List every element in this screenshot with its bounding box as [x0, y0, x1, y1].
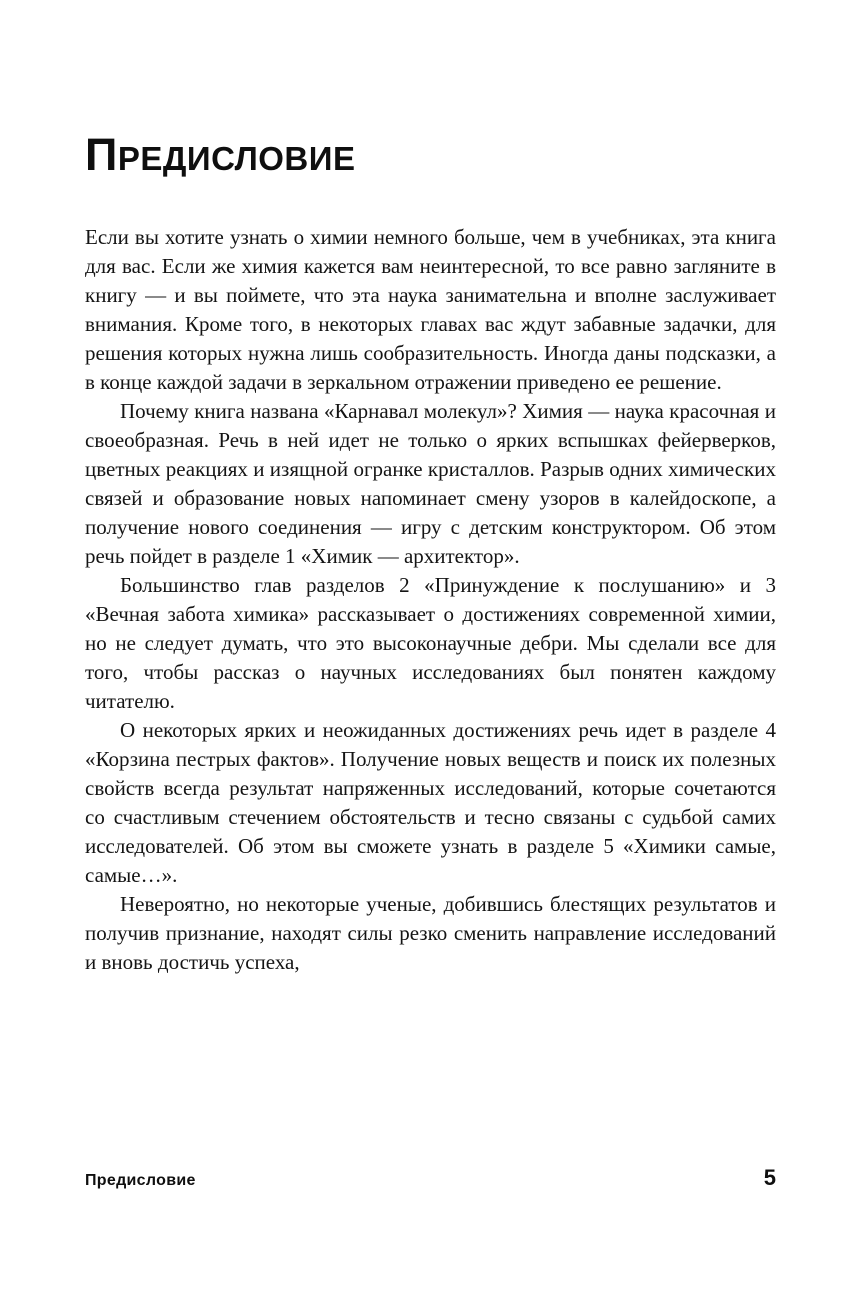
page-footer: [85, 1165, 776, 1191]
page-title: [85, 129, 776, 180]
page-title-rest: РЕДИСЛОВИЕ: [117, 140, 356, 177]
page-title-initial: П: [85, 129, 118, 180]
paragraph: О некоторых ярких и неожиданных достижениях речь идет в разделе 4 «Корзина пестрых фактов». Получение новых веществ и поиск их полезных свойств всегда результат напряженных исследований, которые сочетаются со счастливым стечением обстоятельств и тесно связаны с судьбой самих исследователей. Об этом вы сможете узнать в разделе 5 «Химики самые, самые…».: [85, 718, 776, 887]
page-content: [85, 129, 776, 977]
body-text: [85, 223, 776, 977]
paragraph: Если вы хотите узнать о химии немного больше, чем в учебниках, эта книга для вас. Если же химия кажется вам неинтересной, то все равно загляните в книгу — и вы поймете, что эта наука занимательна и вполне заслуживает внимания. Кроме того, в некоторых главах вас ждут забавные задачки, для решения которых нужна лишь сообразительность. Иногда даны подсказки, а в конце каждой задачи в зеркальном отражении приведено ее решение.: [85, 225, 776, 394]
footer-section-title: Предисловие: [85, 1172, 196, 1189]
paragraph: Почему книга названа «Карнавал молекул»? Химия — наука красочная и своеобразная. Речь в ней идет не только о ярких вспышках фейерверков, цветных реакциях и изящной огранке кристаллов. Разрыв одних химических связей и образование новых напоминает смену узоров в калейдоскопе, а получение нового соединения — игру с детским конструктором. Об этом речь пойдет в разделе 1 «Химик — архитектор».: [85, 399, 776, 568]
paragraph: Невероятно, но некоторые ученые, добившись блестящих результатов и получив признание, находят силы резко сменить направление исследований и вновь достичь успеха,: [85, 892, 776, 974]
footer-page-number: 5: [763, 1165, 776, 1190]
paragraph: Большинство глав разделов 2 «Принуждение к послушанию» и 3 «Вечная забота химика» рассказывает о достижениях современной химии, но не следует думать, что это высоконаучные дебри. Мы сделали все для того, чтобы рассказ о научных исследованиях был понятен каждому читателю.: [85, 573, 776, 713]
